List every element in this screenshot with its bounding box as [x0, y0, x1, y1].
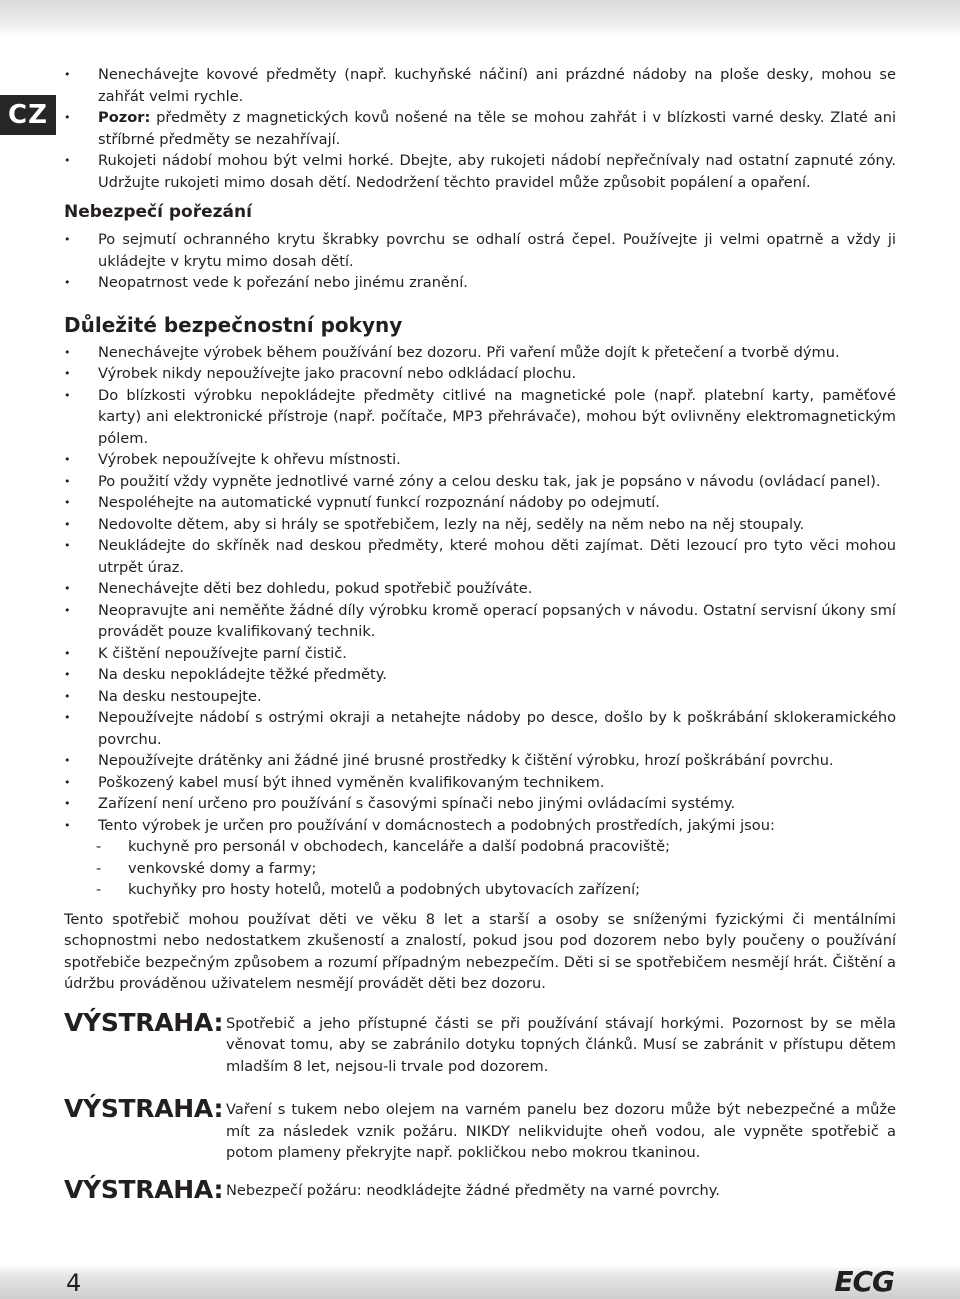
list-item: • Neukládejte do skříněk nad deskou předměty, které mohou děti zajímat. Děti lezoucí pro tyto věci mohou utrpět úraz.	[64, 535, 896, 578]
warning-block	[64, 1009, 896, 1078]
warning-text: Spotřebič a jeho přístupné části se při používání stávají horkými. Pozornost by se měla věnovat tomu, aby se zabránilo dotyku topných článků. Musí se zabránit v přístupu dětem mladším 8 let, nejsou-li trvale pod dozorem.	[226, 1014, 896, 1075]
list-item: • Zařízení není určeno pro používání s časovými spínači nebo jinými ovládacími systémy.	[64, 793, 896, 815]
page-content	[64, 64, 896, 1204]
warning-label: VÝSTRAHA:	[64, 1094, 224, 1123]
warning-label: VÝSTRAHA:	[64, 1007, 224, 1037]
list-item: • K čištění nepoužívejte parní čistič.	[64, 643, 896, 665]
bottom-band	[0, 1265, 960, 1299]
list-item: • Tento výrobek je určen pro používání v domácnostech a podobných prostředích, jakými jsou:	[64, 815, 896, 837]
list-item: • Poškozený kabel musí být ihned vyměněn kvalifikovaným technikem.	[64, 772, 896, 794]
language-tab: CZ	[0, 95, 56, 135]
warning-text: Vaření s tukem nebo olejem na varném panelu bez dozoru může být nebezpečné a může mít za následek vznik požáru. NIKDY nelikvidujte oheň vodou, ale vypněte spotřebič a potom plameny překryjte např. pokličkou nebo mokrou tkaninou.	[226, 1101, 896, 1161]
page-number: 4	[66, 1269, 82, 1297]
list-item: • Na desku nepokládejte těžké předměty.	[64, 664, 896, 686]
intro-bullet-list	[64, 64, 896, 193]
list-item: • Pozor: předměty z magnetických kovů nošené na těle se mohou zahřát i v blízkosti varné desky. Zlaté ani stříbrné předměty se nezahřívají.	[64, 107, 896, 150]
list-item: • Nepoužívejte nádobí s ostrými okraji a netahejte nádoby po desce, došlo by k poškrábání sklokeramického povrchu.	[64, 707, 896, 750]
sub-list-item: - kuchyně pro personál v obchodech, kanceláře a další podobná pracoviště;	[64, 836, 896, 858]
list-item: • Nespoléhejte na automatické vypnutí funkcí rozpoznání nádoby po odejmutí.	[64, 492, 896, 514]
list-item: • Nenechávejte kovové předměty (např. kuchyňské náčiní) ani prázdné nádoby na ploše desky, mohou se zahřát velmi rychle.	[64, 64, 896, 107]
list-item: • Do blízkosti výrobku nepokládejte předměty citlivé na magnetické pole (např. platební karty, paměťové karty) ani elektronické přístroje (např. počítače, MP3 přehrávače), mohou být ovlivněny elektromagnetickým pólem.	[64, 385, 896, 450]
warning-text: Nebezpečí požáru: neodkládejte žádné předměty na varné povrchy.	[226, 1181, 720, 1199]
list-item: • Nepoužívejte drátěnky ani žádné jiné brusné prostředky k čištění výrobku, hrozí poškrábání povrchu.	[64, 750, 896, 772]
section-heading-cut-hazard: Nebezpečí pořezání	[64, 202, 252, 222]
top-band	[0, 0, 960, 34]
cut-hazard-bullet-list	[64, 229, 896, 294]
sub-list-item: - kuchyňky pro hosty hotelů, motelů a podobných ubytovacích zařízení;	[64, 879, 896, 901]
list-item: • Na desku nestoupejte.	[64, 686, 896, 708]
list-item: • Výrobek nepoužívejte k ohřevu místnosti.	[64, 449, 896, 471]
list-item: • Neopravujte ani neměňte žádné díly výrobku kromě operací popsaných v návodu. Ostatní servisní úkony smí provádět pouze kvalifikovaný technik.	[64, 600, 896, 643]
list-item: • Neopatrnost vede k pořezání nebo jinému zranění.	[64, 272, 896, 294]
children-use-paragraph: Tento spotřebič mohou používat děti ve věku 8 let a starší a osoby se sníženými fyzickými či mentálními schopnostmi nebo nedostatkem zkušeností a znalostí, pokud jsou pod dozorem nebo byly poučeny o používání spotřebiče bezpečným způsobem a rozumí případným nebezpečím. Děti si se spotřebičem nesmějí hrát. Čištění a údržbu prováděnou uživatelem nesmějí provádět děti bez dozoru.	[64, 910, 896, 992]
list-item: • Nenechávejte děti bez dohledu, pokud spotřebič používáte.	[64, 578, 896, 600]
sub-list-item: - venkovské domy a farmy;	[64, 858, 896, 880]
list-item: • Nenechávejte výrobek během používání bez dozoru. Při vaření může dojít k přetečení a tvorbě dýmu.	[64, 342, 896, 364]
list-item: • Nedovolte dětem, aby si hrály se spotřebičem, lezly na něj, seděly na něm nebo na něj stoupaly.	[64, 514, 896, 536]
section-heading-safety-instructions: Důležité bezpečnostní pokyny	[64, 312, 403, 337]
list-item: • Výrobek nikdy nepoužívejte jako pracovní nebo odkládací plochu.	[64, 363, 896, 385]
list-item: • Po použití vždy vypněte jednotlivé varné zóny a celou desku tak, jak je popsáno v návodu (ovládací panel).	[64, 471, 896, 493]
brand-logo: ECG	[834, 1265, 894, 1298]
warning-block	[64, 1176, 896, 1204]
safety-bullet-list	[64, 342, 896, 901]
warning-label: VÝSTRAHA:	[64, 1174, 224, 1204]
warning-block	[64, 1095, 896, 1164]
list-item: • Po sejmutí ochranného krytu škrabky povrchu se odhalí ostrá čepel. Používejte ji velmi opatrně a vždy ji ukládejte v krytu mimo dosah dětí.	[64, 229, 896, 272]
list-item: • Rukojeti nádobí mohou být velmi horké. Dbejte, aby rukojeti nádobí nepřečnívaly nad ostatní zapnuté zóny. Udržujte rukojeti mimo dosah dětí. Nedodržení těchto pravidel může způsobit popálení a opaření.	[64, 150, 896, 193]
